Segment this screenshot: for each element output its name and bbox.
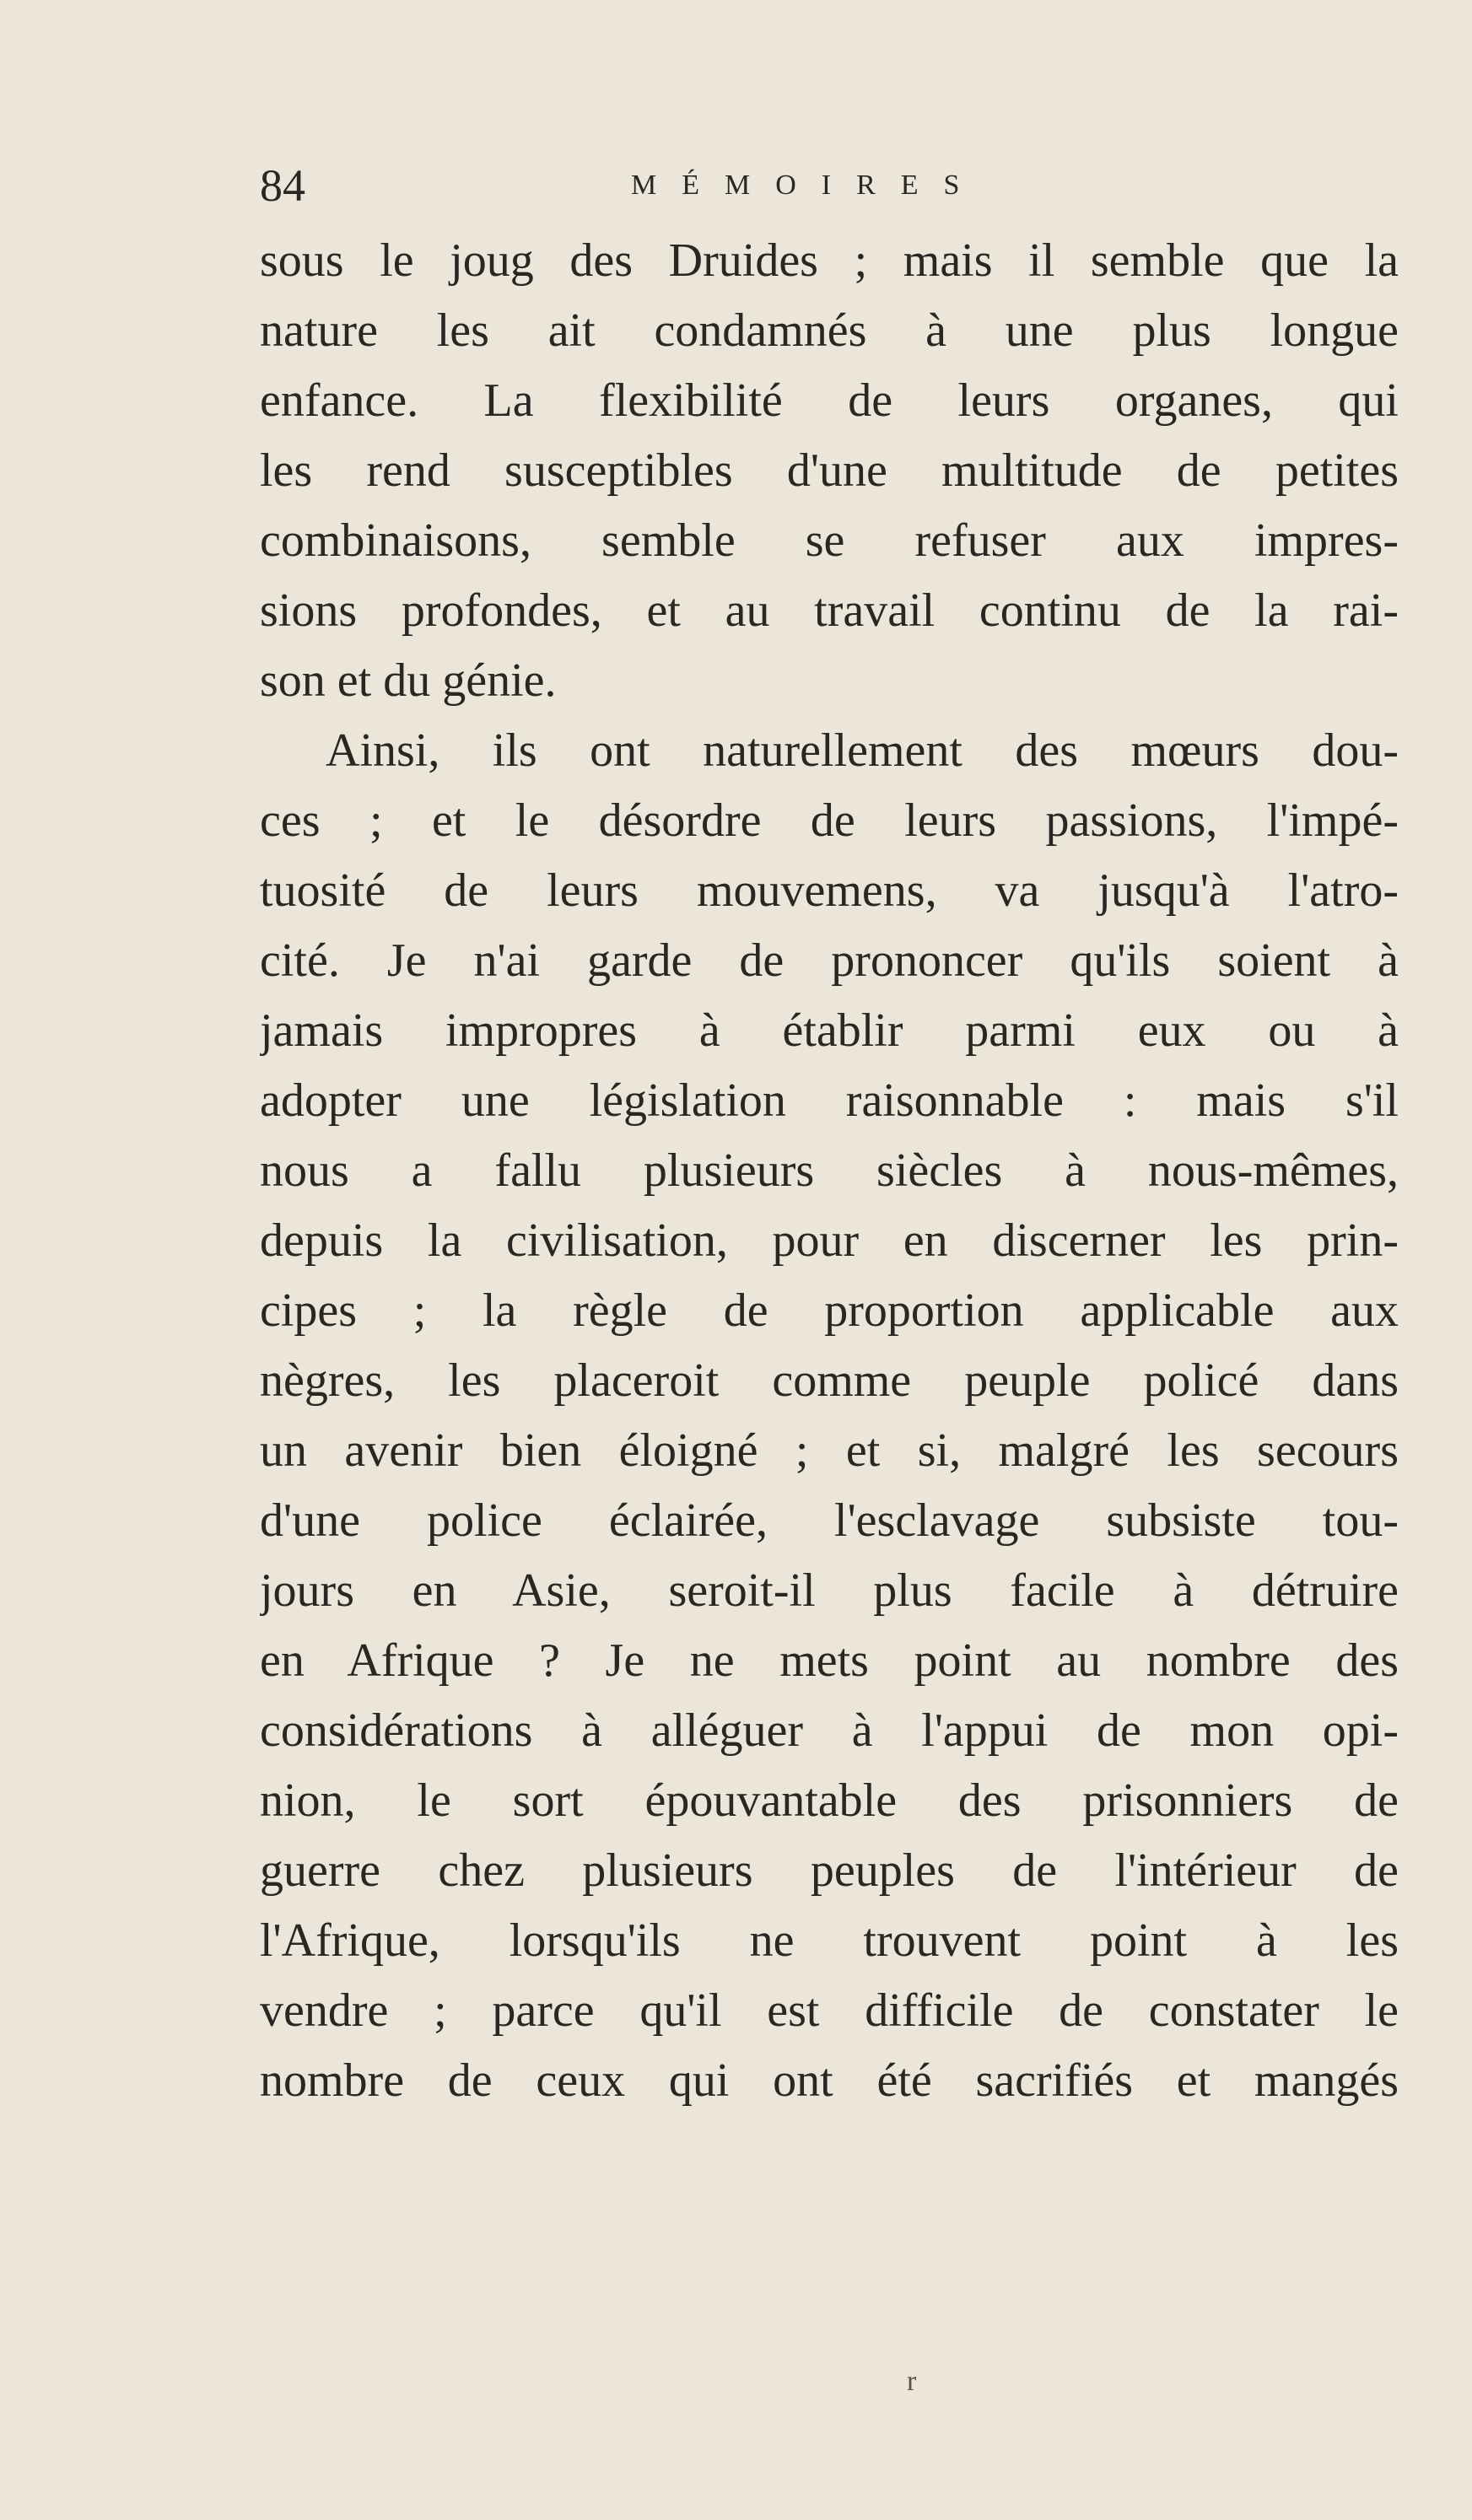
signature-mark: r bbox=[907, 2366, 917, 2397]
text-line: vendre ; parce qu'il est difficile de constater le bbox=[260, 1984, 1399, 2037]
text-line: depuis la civilisation, pour en discerner les prin- bbox=[260, 1214, 1399, 1267]
text-line: guerre chez plusieurs peuples de l'intérieur de bbox=[260, 1844, 1399, 1897]
text-line: son et du génie. bbox=[260, 654, 557, 707]
text-line: cipes ; la règle de proportion applicable aux bbox=[260, 1284, 1399, 1337]
body-text bbox=[260, 226, 1399, 2116]
page-number: 84 bbox=[260, 160, 305, 211]
text-line: adopter une législation raisonnable : mais s'il bbox=[260, 1074, 1399, 1127]
text-line: sions profondes, et au travail continu de la rai- bbox=[260, 584, 1399, 637]
text-line: nion, le sort épouvantable des prisonniers de bbox=[260, 1774, 1399, 1827]
text-line: l'Afrique, lorsqu'ils ne trouvent point à les bbox=[260, 1914, 1399, 1967]
text-line: considérations à alléguer à l'appui de mon opi- bbox=[260, 1704, 1399, 1757]
text-line: nature les ait condamnés à une plus longue bbox=[260, 304, 1399, 357]
running-head: MÉMOIRES bbox=[631, 170, 985, 201]
text-line: jours en Asie, seroit-il plus facile à détruire bbox=[260, 1564, 1399, 1617]
text-line: sous le joug des Druides ; mais il semble que la bbox=[260, 234, 1399, 287]
text-line: enfance. La flexibilité de leurs organes, qui bbox=[260, 374, 1399, 427]
text-line: jamais impropres à établir parmi eux ou à bbox=[260, 1004, 1399, 1057]
text-line: nègres, les placeroit comme peuple policé dans bbox=[260, 1354, 1399, 1407]
text-line: les rend susceptibles d'une multitude de petites bbox=[260, 444, 1399, 497]
text-line: nous a fallu plusieurs siècles à nous-mêmes, bbox=[260, 1144, 1399, 1197]
text-line: un avenir bien éloigné ; et si, malgré les secours bbox=[260, 1424, 1399, 1477]
text-line: en Afrique ? Je ne mets point au nombre des bbox=[260, 1634, 1399, 1687]
text-line: Ainsi, ils ont naturellement des mœurs dou- bbox=[326, 724, 1399, 777]
text-line: combinaisons, semble se refuser aux impres- bbox=[260, 514, 1399, 567]
text-line: ces ; et le désordre de leurs passions, l'impé- bbox=[260, 794, 1399, 847]
page-header bbox=[260, 156, 1399, 215]
text-line: tuosité de leurs mouvemens, va jusqu'à l'atro- bbox=[260, 864, 1399, 917]
text-line: cité. Je n'ai garde de prononcer qu'ils soient à bbox=[260, 934, 1399, 987]
text-line: nombre de ceux qui ont été sacrifiés et mangés bbox=[260, 2054, 1399, 2107]
text-line: d'une police éclairée, l'esclavage subsiste tou- bbox=[260, 1494, 1399, 1547]
